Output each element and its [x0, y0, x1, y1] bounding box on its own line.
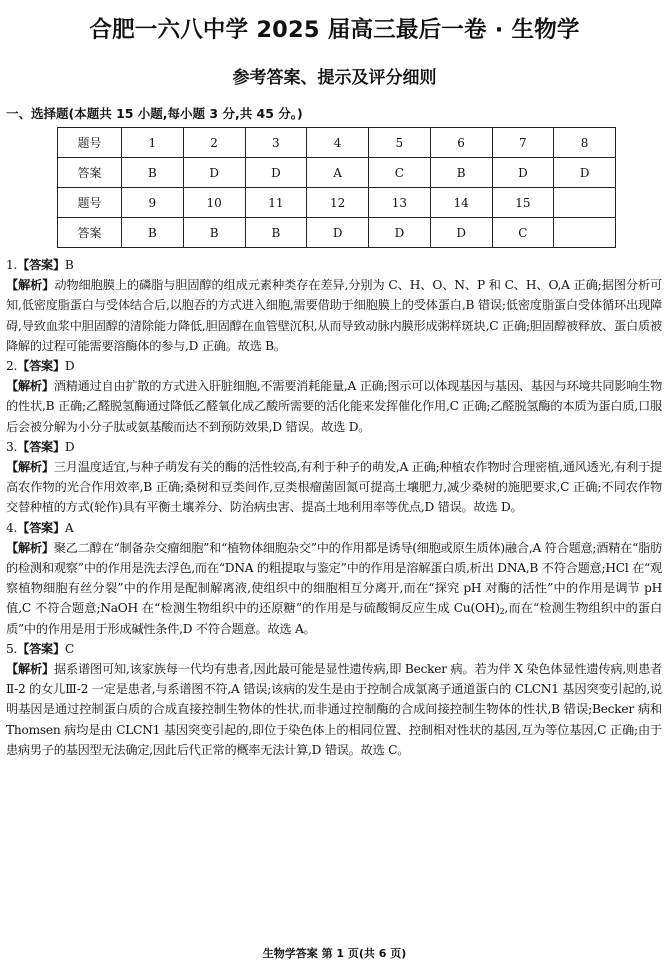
table-row-header: 答案 [58, 218, 122, 248]
table-cell: 9 [122, 188, 184, 218]
analysis-label: 【解析】 [6, 278, 55, 293]
table-cell: B [122, 218, 184, 248]
table-cell: B [122, 158, 184, 188]
table-row-header: 题号 [58, 188, 122, 218]
answer-label: 【答案】 [17, 641, 65, 656]
page-subtitle: 参考答案、提示及评分细则 [232, 68, 437, 88]
answer-value: D [64, 359, 75, 374]
table-cell: D [183, 158, 245, 188]
table-cell: 7 [492, 128, 554, 158]
table-cell: 1 [122, 128, 184, 158]
question-number: 3. [6, 439, 18, 454]
table-cell: 5 [369, 128, 431, 158]
answer-label: 【答案】 [17, 258, 65, 272]
table-row [58, 188, 616, 218]
table-cell: 8 [554, 128, 616, 158]
question-number: 2. [6, 359, 18, 374]
question-2-answer [6, 356, 662, 376]
question-number: 5. [6, 641, 18, 656]
analysis-label: 【解析】 [6, 460, 54, 475]
table-row-header: 题号 [58, 128, 122, 158]
table-cell: D [430, 218, 492, 248]
analysis-text: 三月温度适宜,与种子萌发有关的酶的活性较高,有利于种子的萌发,A 正确;种植农作物时合理密植,通风透光,有利于提高农作物的光合作用效率,B 正确;桑树和豆类间作,豆类根瘤菌固氮可提高土壤肥力,减少桑树的施肥要求,C 正确;不同农作物交替种植的方式(轮作)具有平衡土壤养分、防治病虫害、提高土地利用率等优点,D 错误。故选 D。 [6, 460, 662, 515]
table-cell: 10 [183, 188, 245, 218]
table-cell: 11 [245, 188, 307, 218]
question-4-analysis [6, 538, 662, 639]
table-cell [554, 188, 616, 218]
analysis-text: 酒精通过自由扩散的方式进入肝脏细胞,不需要消耗能量,A 正确;图示可以体现基因与基因、基因与环境共同影响生物的性状,B 正确;乙醛脱氢酶通过降低乙醛氧化成乙酸所需要的活化能来发挥催化作用,C 正确;乙醛脱氢酶的本质为蛋白质,口服后会被分解为小分子肽或氨基酸而达不到预防效果,D 错误。故选 D。 [6, 379, 663, 434]
table-cell: 2 [183, 128, 245, 158]
subscript-2: 2 [499, 607, 505, 617]
table-row [58, 128, 616, 158]
answer-value: A [64, 520, 74, 535]
question-4-answer [6, 518, 662, 538]
question-1-answer [6, 255, 662, 275]
page-footer: 生物学答案 第 1 页(共 6 页) [262, 947, 407, 960]
table-cell: A [307, 158, 369, 188]
table-cell: B [430, 158, 492, 188]
question-5-analysis [6, 659, 662, 760]
answer-table [57, 127, 616, 248]
table-cell: B [245, 218, 307, 248]
answer-label: 【答案】 [17, 520, 65, 535]
question-number: 4. [6, 520, 18, 535]
answer-value: D [64, 439, 75, 454]
table-cell: 3 [245, 128, 307, 158]
table-cell [554, 218, 616, 248]
table-row-header: 答案 [58, 158, 122, 188]
table-cell: B [183, 218, 245, 248]
table-cell: D [307, 218, 369, 248]
page-title: 合肥一六八中学 2025 届高三最后一卷 · 生物学 [89, 17, 580, 43]
analysis-text: 动物细胞膜上的磷脂与胆固醇的组成元素种类存在差异,分别为 C、H、O、N、P 和 C、H、O,A 正确;据图分析可知,低密度脂蛋白与受体结合后,以胞吞的方式进入细胞,需要借助于细胞膜上的受体蛋白,B 错误;低密度脂蛋白受体循环出现障碍,导致血浆中胆固醇的清除能力降低,胆固醇在血管壁沉积,从而导致动脉内膜形成粥样斑块,C 正确;胆固醇被释放、蛋白质被降解的过程可能需要溶酶体的参与,D 正确。故选 B。 [6, 278, 662, 353]
question-3-answer [6, 437, 662, 457]
section-heading: 一、选择题(本题共 15 小题,每小题 3 分,共 45 分。) [6, 106, 303, 121]
question-number: 1. [6, 258, 18, 272]
analysis-text: 据系谱图可知,该家族每一代均有患者,因此最可能是显性遗传病,即 Becker 病。若为伴 X 染色体显性遗传病,则患者Ⅱ-2 的女儿Ⅲ-2 一定是患者,与系谱图不符,A 错误;该病的发生是由于控制合成氯离子通道蛋白的 CLCN1 基因突变引起的,说明基因是通过控制蛋白质的合成直接控制生物体的性状,而非通过控制酶的合成间接控制生物体的性状,B 错误;Becker 病和 Thomsen 病均是由 CLCN1 基因突变引起的,即位于染色体上的相同位置、控制相对性状的基因,互为等位基因,C 正确;由于患病男子的基因型无法确定,因此后代正常的概率无法计算,D 错误。故选 C。 [6, 662, 663, 757]
table-row [58, 218, 616, 248]
answer-value: C [64, 641, 74, 656]
explanations [6, 255, 662, 760]
table-cell: 15 [492, 188, 554, 218]
table-cell: D [369, 218, 431, 248]
table-cell: 13 [369, 188, 431, 218]
table-cell: 12 [307, 188, 369, 218]
answer-label: 【答案】 [17, 439, 65, 454]
question-1-analysis [6, 275, 662, 356]
question-2-analysis [6, 376, 662, 437]
answer-label: 【答案】 [17, 359, 65, 374]
analysis-text: 聚乙二醇在“制备杂交瘤细胞”和“植物体细胞杂交”中的作用都是诱导(细胞或原生质体)融合,A 符合题意;酒精在“脂肪的检测和观察”中的作用是洗去浮色,而在“DNA 的粗提取与鉴定”中的作用是溶解蛋白质,析出 DNA,B 不符合题意;HCl 在“观察植物细胞有丝分裂”中的作用是配制解离液,使组织中的细胞相互分离开,而在“探究 pH 对酶的活性”中的作用是调节 pH 值,C 不符合题意;NaOH 在“检测生物组织中的还原糖”的作用是与硫酸铜反应生成 Cu(OH) [6, 540, 662, 616]
table-cell: C [369, 158, 431, 188]
analysis-text: ,而在“检测生物组织中的蛋白质”中的作用是用于形成碱性条件,D 不符合题意。故选 A。 [6, 601, 662, 636]
table-cell: C [492, 218, 554, 248]
table-row [58, 158, 616, 188]
answer-value: B [64, 258, 74, 272]
table-cell: 14 [430, 188, 492, 218]
table-cell: D [245, 158, 307, 188]
table-cell: 4 [307, 128, 369, 158]
table-cell: D [492, 158, 554, 188]
analysis-label: 【解析】 [6, 540, 54, 555]
analysis-label: 【解析】 [6, 662, 55, 677]
question-5-answer [6, 639, 662, 659]
analysis-label: 【解析】 [6, 379, 54, 394]
table-cell: D [554, 158, 616, 188]
table-cell: 6 [430, 128, 492, 158]
question-3-analysis [6, 457, 662, 518]
